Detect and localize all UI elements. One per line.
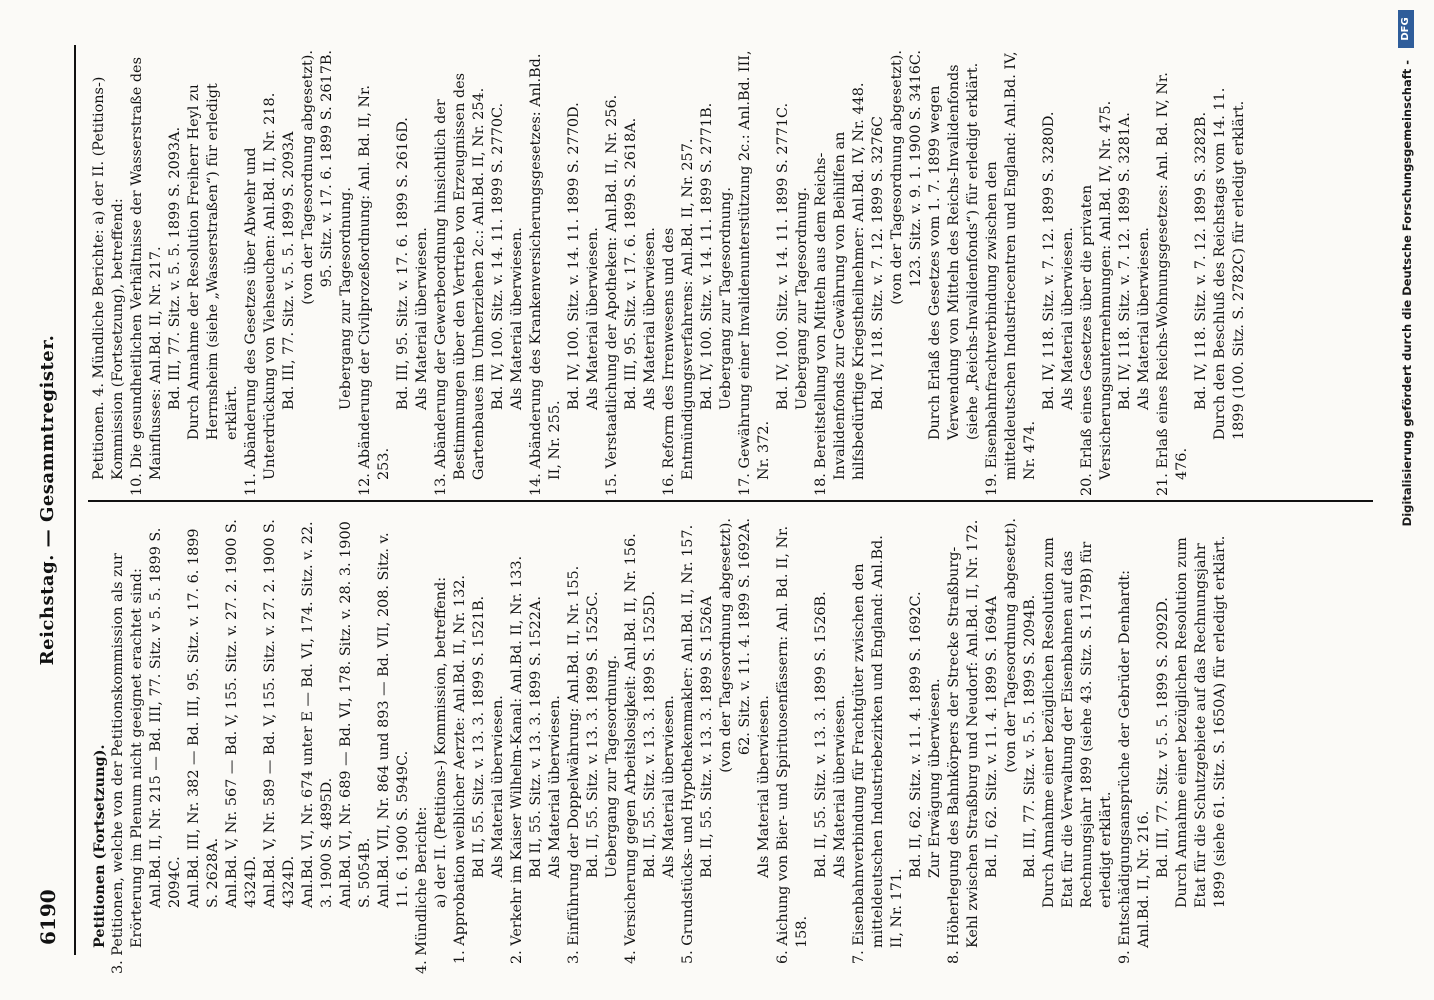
index-entry: 16. Reform des Irrenwesens und des Entmündigungsverfahrens: Anl.Bd. II, Nr. 257. [661, 138, 696, 496]
index-entry: 4. Versicherung gegen Arbeitslosigkeit: Anl.Bd. II, Nr. 156. [623, 533, 639, 964]
reference-note: (von der Tagesordnung abgesetzt). [1003, 518, 1019, 773]
right-column [90, 50, 1249, 496]
index-entry: 9. Entschädigungsansprüche der Gebrüder Denhardt: Anl.Bd. II, Nr. 216. [1117, 570, 1152, 964]
reference-line: Bd. IV, 100. Sitz. v. 14. 11. 1899 S. 2771C. [775, 102, 791, 410]
reference-line: Bd. II, 55. Sitz. v. 13. 3. 1899 S. 1525C. [585, 591, 601, 878]
disposition-line: Uebergang zur Tagesordnung. [604, 655, 620, 878]
reference-line: Anl.Bd. VII, Nr. 864 und 893 — Bd. VII, 208. Sitz. v. 11. 6. 1900 S. 5949C. [376, 532, 411, 908]
disposition-line: Als Material überwiesen. [585, 227, 601, 410]
disposition-line: Als Material überwiesen. [756, 695, 772, 878]
reference-line: Anl.Bd. VI, Nr. 689 — Bd. VI, 178. Sitz. v. 28. 3. 1900 S. 5054B. [338, 521, 373, 908]
reference-line: Bd. IV, 100. Sitz. v. 14. 11. 1899 S. 2770C. [490, 102, 506, 410]
disposition-line: Durch Annahme der Resolution Freiherr Heyl zu Herrnsheim (siehe „Wasserstraßen“) für erledigt erklärt. [186, 83, 240, 440]
index-entry: 19. Eisenbahnfrachtverbindung zwischen den mitteldeutschen Industriecentren und England: Anl.Bd. IV, Nr. 474. [984, 51, 1038, 496]
reference-line: Bd. III, 77. Sitz. v. 5. 5. 1899 S. 2093A [281, 131, 297, 410]
disposition-line: Als Material überwiesen. [642, 227, 658, 410]
subsection-heading: a) der II. (Petitions-) Kommission, betreffend: [433, 576, 449, 908]
reference-line: 123. Sitz. v. 9. 1. 1900 S. 3416C. [908, 50, 924, 288]
reference-note: (von der Tagesordnung abgesetzt). [718, 518, 734, 773]
index-entry: 3. Petitionen, welche von der Petitionskommission als zur Erörterung im Plenum nicht geeignet erachtet sind: [110, 553, 145, 974]
column-divider [88, 500, 1373, 502]
disposition-line: Zur Erwägung überwiesen. [927, 678, 943, 878]
reference-line: Bd. II, 62. Sitz. v. 11. 4. 1899 S. 1692C. [908, 591, 924, 878]
index-entry: 17. Gewährung einer Invalidenunterstützung 2c.: Anl.Bd. III, Nr. 372. [737, 50, 772, 496]
disposition-line: Als Material überwiesen. [509, 227, 525, 410]
reference-line: Anl.Bd. V, Nr. 567 — Bd. V, 155. Sitz. v. 27. 2. 1900 S. 4324D. [224, 519, 259, 908]
index-entry: 14. Abänderung des Krankenversicherungsgesetzes: Anl.Bd. II, Nr. 255. [528, 53, 563, 496]
reference-line: 62. Sitz. v. 11. 4. 1899 S. 1692A. [737, 518, 753, 756]
disposition-line: Durch Annahme einer bezüglichen Resolution zum Etat für die Verwaltung der Eisenbahnen auf das Rechnungsjahr 1899 (siehe 43. Sitz. S. 1179B) für erledigt erklärt. [1041, 537, 1114, 908]
disposition-line: Als Material überwiesen. [661, 695, 677, 878]
reference-line: Bd. II, 62. Sitz. v. 11. 4. 1899 S. 1694A [984, 596, 1000, 878]
reference-line: Bd. III, 77. Sitz. v. 5. 5. 1899 S. 2093A. [167, 126, 183, 410]
disposition-line: Als Material überwiesen. [1136, 227, 1152, 410]
funding-credit: Digitalisierung gefördert durch die Deutsche Forschungsgemeinschaft - [1400, 60, 1414, 527]
section-heading: Petitionen (Fortsetzung). [91, 744, 108, 948]
index-entry: 7. Eisenbahnverbindung für Frachtgüter zwischen den mitteldeutschen Industriebezirken und England: Anl.Bd. II, Nr. 171. [851, 535, 905, 964]
reference-line: Bd. IV, 118. Sitz. v. 7. 12. 1899 S. 3281A. [1117, 112, 1133, 410]
header-rule [74, 45, 76, 955]
index-entry: 1. Approbation weiblicher Aerzte: Anl.Bd. II, Nr. 132. [452, 575, 468, 964]
reference-line: Bd. II, 55. Sitz. v. 13. 3. 1899 S. 1525D. [642, 590, 658, 878]
reference-line: Anl.Bd. V, Nr. 589 — Bd. V, 155. Sitz. v. 27. 2. 1900 S. 4324D. [262, 519, 297, 908]
index-entry: 18. Bereitstellung von Mitteln aus dem Reichs-Invalidenfonds zur Gewährung von Beihilfen an hilfsbedürftige Kriegstheilnehmer: Anl.Bd. IV, Nr. 448. [813, 82, 867, 496]
reference-line: Bd. III, 95. Sitz. v. 17. 6. 1899 S. 2618A. [623, 117, 639, 410]
index-entry: 21. Erlaß eines Reichs-Wohnungsgesetzes: Anl. Bd. IV, Nr. 476. [1155, 72, 1190, 496]
reference-line: Bd. III, 95. Sitz. v. 17. 6. 1899 S. 2616D. [395, 117, 411, 410]
page-header [16, 45, 76, 955]
index-entry: 10. Die gesundheitlichen Verhältnisse der Wasserstraße des Mainflusses: Anl.Bd. II, Nr. 217. [129, 57, 164, 496]
index-entry: 6. Aichung von Bier- und Spirituosenfässern: Anl. Bd. II, Nr. 158. [775, 525, 810, 964]
disposition-line: Durch Annahme einer bezüglichen Resolution zum Etat für die Schutzgebiete auf das Rechnungsjahr 1899 (siehe 61. Sitz. S. 1650A) für erledigt erklärt. [1174, 535, 1228, 908]
reference-line: Bd. IV, 100. Sitz. v. 14. 11. 1899 S. 2770D. [566, 102, 582, 410]
index-entry: 13. Abänderung der Gewerbeordnung hinsichtlich der Bestimmungen über den Vertrieb von Erzeugnissen des Gartenbaues im Umherziehen 2c.: Anl.Bd. II, Nr. 254. [433, 72, 487, 496]
reference-line: Bd. III, 77. Sitz. v. 5. 5. 1899 S. 2094B. [1022, 594, 1038, 878]
reference-line: Bd. IV, 118. Sitz. v. 7. 12. 1899 S. 3282B. [1193, 111, 1209, 410]
index-entry: 2. Verkehr im Kaiser Wilhelm-Kanal: Anl.Bd. II, Nr. 133. [509, 555, 525, 964]
section-heading: Petitionen. 4. Mündliche Berichte: a) der II. (Petitions-) Kommission (Fortsetzung), betreffend: [91, 76, 126, 480]
index-entry: 3. Einführung der Doppelwährung: Anl.Bd. II, Nr. 155. [566, 565, 582, 964]
reference-line: Bd. IV, 100. Sitz. v. 14. 11. 1899 S. 2771B. [699, 102, 715, 410]
disposition-line: Durch den Beschluß des Reichstags vom 14. 11. 1899 (100. Sitz. S. 2782C) für erledigt erklärt. [1212, 87, 1247, 440]
reference-line: Bd. IV, 118. Sitz. v. 7. 12. 1899 S. 3276C [870, 116, 886, 410]
reference-line: Bd II, 55. Sitz. v. 13. 3. 1899 S. 1522A. [528, 596, 544, 878]
dfg-credit-strip [1394, 0, 1428, 1000]
reference-line: Bd II, 55. Sitz. v. 13. 3. 1899 S. 1521B. [471, 595, 487, 878]
disposition-line: Durch Erlaß des Gesetzes vom 1. 7. 1899 wegen Verwendung von Mitteln des Reichs-Invalidenfonds (siehe „Reichs-Invalidenfonds“) für erledigt erklärt. [927, 62, 981, 440]
index-entry: 11. Abänderung des Gesetzes über Abwehr und Unterdrückung von Viehseuchen: Anl.Bd. II, Nr. 218. [243, 92, 278, 496]
reference-line: Anl.Bd. VI, Nr. 674 unter E — Bd. VI, 174. Sitz. v. 22. 3. 1900 S. 4895D. [300, 521, 335, 908]
left-column [90, 518, 1230, 974]
index-entry: 20. Erlaß eines Gesetzes über die privaten Versicherungsunternehmungen: Anl.Bd. IV, Nr. 475. [1079, 100, 1114, 496]
index-entry: 15. Verstaatlichung der Apotheken: Anl.Bd. II, Nr. 256. [604, 94, 620, 496]
disposition-line: Als Material überwiesen. [490, 695, 506, 878]
page-number: 6190 [36, 889, 60, 945]
reference-line: Bd. III, 77. Sitz. v 5. 5. 1899 S. 2092D. [1155, 597, 1171, 878]
index-entry: 12. Abänderung der Civilprozeßordnung: Anl. Bd. II, Nr. 253. [357, 85, 392, 496]
reference-note: (von der Tagesordnung abgesetzt). [889, 50, 905, 305]
index-entry: 8. Höherlegung des Bahnkörpers der Strecke Straßburg-Kehl zwischen Straßburg und Neudorf: Anl.Bd. II, Nr. 172. [946, 519, 981, 964]
reference-line: Anl.Bd. II, Nr. 215 — Bd. III, 77. Sitz. v 5. 5. 1899 S. 2094C. [148, 527, 183, 908]
index-entry: 5. Grundstücks- und Hypothekenmakler: Anl.Bd. II, Nr. 157. [680, 524, 696, 964]
reference-line: 95. Sitz. v. 17. 6. 1899 S. 2617B. [319, 50, 335, 288]
disposition-line: Als Material überwiesen. [832, 695, 848, 878]
disposition-line: Als Material überwiesen. [414, 227, 430, 410]
dfg-logo: DFG [1398, 10, 1414, 48]
disposition-line: Uebergang zur Tagesordnung. [718, 187, 734, 410]
disposition-line: Uebergang zur Tagesordnung. [338, 187, 354, 410]
disposition-line: Als Material überwiesen. [547, 695, 563, 878]
disposition-line: Als Material überwiesen. [1060, 227, 1076, 410]
reference-line: Bd. IV, 118. Sitz. v. 7. 12. 1899 S. 3280D. [1041, 111, 1057, 410]
running-title: Reichstag. — Gesammtregister. [37, 334, 58, 666]
reference-note: (von der Tagesordnung abgesetzt). [300, 50, 316, 305]
disposition-line: Uebergang zur Tagesordnung. [794, 187, 810, 410]
index-entry: 4. Mündliche Berichte: [414, 806, 430, 974]
reference-line: Anl.Bd. III, Nr. 382 — Bd. III, 95. Sitz. v. 17. 6. 1899 S. 2628A. [186, 528, 221, 908]
reference-line: Bd. II, 55. Sitz. v. 13. 3. 1899 S. 1526B. [813, 591, 829, 878]
reference-line: Bd. II, 55. Sitz. v. 13. 3. 1899 S. 1526A [699, 596, 715, 878]
